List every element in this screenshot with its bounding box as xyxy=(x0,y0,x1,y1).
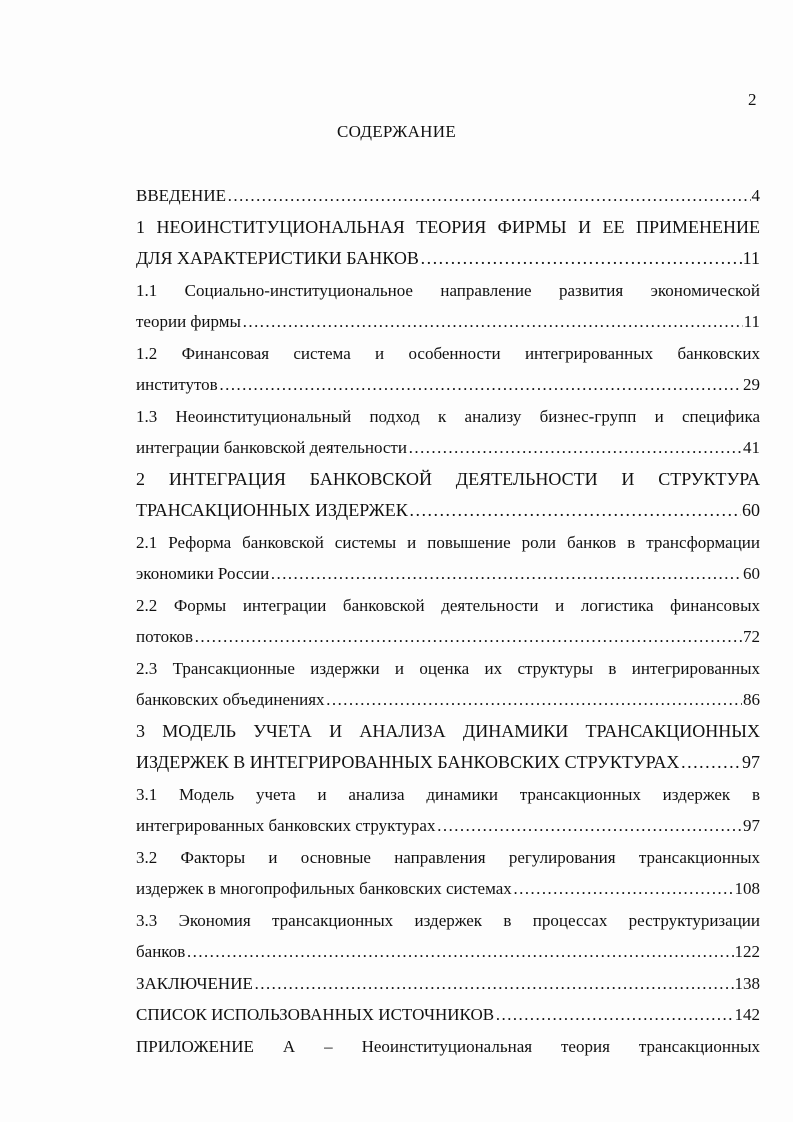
toc-section-3-2-line1: 3.2 Факторы и основные направления регулирования трансакционных xyxy=(136,847,760,867)
dot-leader xyxy=(254,968,734,1000)
toc-entry-page: 60 xyxy=(742,500,760,520)
toc-entry-text: ВВЕДЕНИЕ xyxy=(136,186,226,205)
toc-entry-page: 4 xyxy=(751,186,760,205)
toc-section-1-3-line2 xyxy=(136,432,760,464)
toc-entry-page: 11 xyxy=(743,312,760,331)
toc-section-1-1-line1: 1.1 Социально-институциональное направление развития экономической xyxy=(136,280,760,300)
toc-entry-text: банковских объединениях xyxy=(136,690,325,709)
dot-leader xyxy=(194,621,742,653)
toc-entry-page: 72 xyxy=(743,627,760,646)
toc-section-2-3-line2 xyxy=(136,684,760,716)
dot-leader xyxy=(513,873,734,905)
toc-section-1-2-line1: 1.2 Финансовая система и особенности интегрированных банковских xyxy=(136,343,760,363)
dot-leader xyxy=(436,810,742,842)
table-of-contents xyxy=(136,180,760,1062)
toc-entry-page: 138 xyxy=(734,973,760,993)
page-number: 2 xyxy=(748,90,757,109)
toc-chapter-1-line2 xyxy=(136,243,760,275)
toc-entry-text: интегрированных банковских структурах xyxy=(136,816,436,835)
toc-entry-text: ДЛЯ ХАРАКТЕРИСТИКИ БАНКОВ xyxy=(136,248,419,268)
toc-entry-text: СПИСОК ИСПОЛЬЗОВАННЫХ ИСТОЧНИКОВ xyxy=(136,1005,495,1024)
dot-leader xyxy=(408,432,742,464)
toc-entry-text: банков xyxy=(136,942,186,961)
dot-leader xyxy=(495,999,733,1031)
toc-entry-text: ЗАКЛЮЧЕНИЕ xyxy=(136,973,253,993)
dot-leader xyxy=(409,495,741,527)
toc-section-3-1-line2 xyxy=(136,810,760,842)
toc-entry-page: 108 xyxy=(734,879,760,898)
dot-leader xyxy=(270,558,742,590)
toc-entry-appendix-a-line1: ПРИЛОЖЕНИЕ А – Неоинституциональная теория трансакционных xyxy=(136,1036,760,1056)
toc-chapter-1-line1: 1 НЕОИНСТИТУЦИОНАЛЬНАЯ ТЕОРИЯ ФИРМЫ И ЕЕ ПРИМЕНЕНИЕ xyxy=(136,216,760,237)
toc-entry-page: 122 xyxy=(734,942,760,961)
toc-entry-text: издержек в многопрофильных банковских системах xyxy=(136,879,512,898)
toc-entry-text: ИЗДЕРЖЕК В ИНТЕГРИРОВАННЫХ БАНКОВСКИХ СТРУКТУРАХ xyxy=(136,752,680,772)
toc-entry-conclusion xyxy=(136,968,760,1000)
toc-section-2-3-line1: 2.3 Трансакционные издержки и оценка их структуры в интегрированных xyxy=(136,658,760,678)
toc-chapter-3-line1: 3 МОДЕЛЬ УЧЕТА И АНАЛИЗА ДИНАМИКИ ТРАНСАКЦИОННЫХ xyxy=(136,720,760,741)
toc-entry-text: интеграции банковской деятельности xyxy=(136,438,407,457)
toc-chapter-2-line2 xyxy=(136,495,760,527)
toc-entry-text: теории фирмы xyxy=(136,312,241,331)
dot-leader xyxy=(242,306,743,338)
toc-section-1-1-line2 xyxy=(136,306,760,338)
toc-chapter-3-line2 xyxy=(136,747,760,779)
toc-section-3-3-line2 xyxy=(136,936,760,968)
toc-entry-page: 60 xyxy=(743,564,760,583)
toc-title: СОДЕРЖАНИЕ xyxy=(336,122,457,141)
toc-entry-page: 97 xyxy=(743,816,760,835)
dot-leader xyxy=(326,684,742,716)
toc-entry-sources xyxy=(136,999,760,1031)
dot-leader xyxy=(186,936,733,968)
toc-section-2-2-line1: 2.2 Формы интеграции банковской деятельности и логистика финансовых xyxy=(136,595,760,615)
toc-section-2-2-line2 xyxy=(136,621,760,653)
dot-leader xyxy=(680,747,741,779)
toc-section-2-1-line2 xyxy=(136,558,760,590)
toc-entry-text: ТРАНСАКЦИОННЫХ ИЗДЕРЖЕК xyxy=(136,500,408,520)
toc-entry-introduction xyxy=(136,180,760,212)
toc-section-3-2-line2 xyxy=(136,873,760,905)
toc-entry-page: 29 xyxy=(743,375,760,394)
toc-entry-page: 11 xyxy=(742,248,760,268)
toc-entry-page: 142 xyxy=(734,1005,760,1024)
toc-section-1-2-line2 xyxy=(136,369,760,401)
toc-entry-page: 97 xyxy=(742,752,760,772)
toc-chapter-2-line1: 2 ИНТЕГРАЦИЯ БАНКОВСКОЙ ДЕЯТЕЛЬНОСТИ И СТРУКТУРА xyxy=(136,468,760,489)
toc-section-3-1-line1: 3.1 Модель учета и анализа динамики трансакционных издержек в xyxy=(136,784,760,804)
toc-section-3-3-line1: 3.3 Экономия трансакционных издержек в процессах реструктуризации xyxy=(136,910,760,930)
toc-entry-text: потоков xyxy=(136,627,194,646)
toc-entry-text: экономики России xyxy=(136,564,270,583)
dot-leader xyxy=(219,369,742,401)
toc-entry-page: 86 xyxy=(743,690,760,709)
dot-leader xyxy=(227,180,751,212)
toc-section-2-1-line1: 2.1 Реформа банковской системы и повышение роли банков в трансформации xyxy=(136,532,760,552)
toc-entry-page: 41 xyxy=(743,438,760,457)
dot-leader xyxy=(420,243,742,275)
toc-section-1-3-line1: 1.3 Неоинституциональный подход к анализу бизнес-групп и специфика xyxy=(136,406,760,426)
toc-entry-text: институтов xyxy=(136,375,218,394)
